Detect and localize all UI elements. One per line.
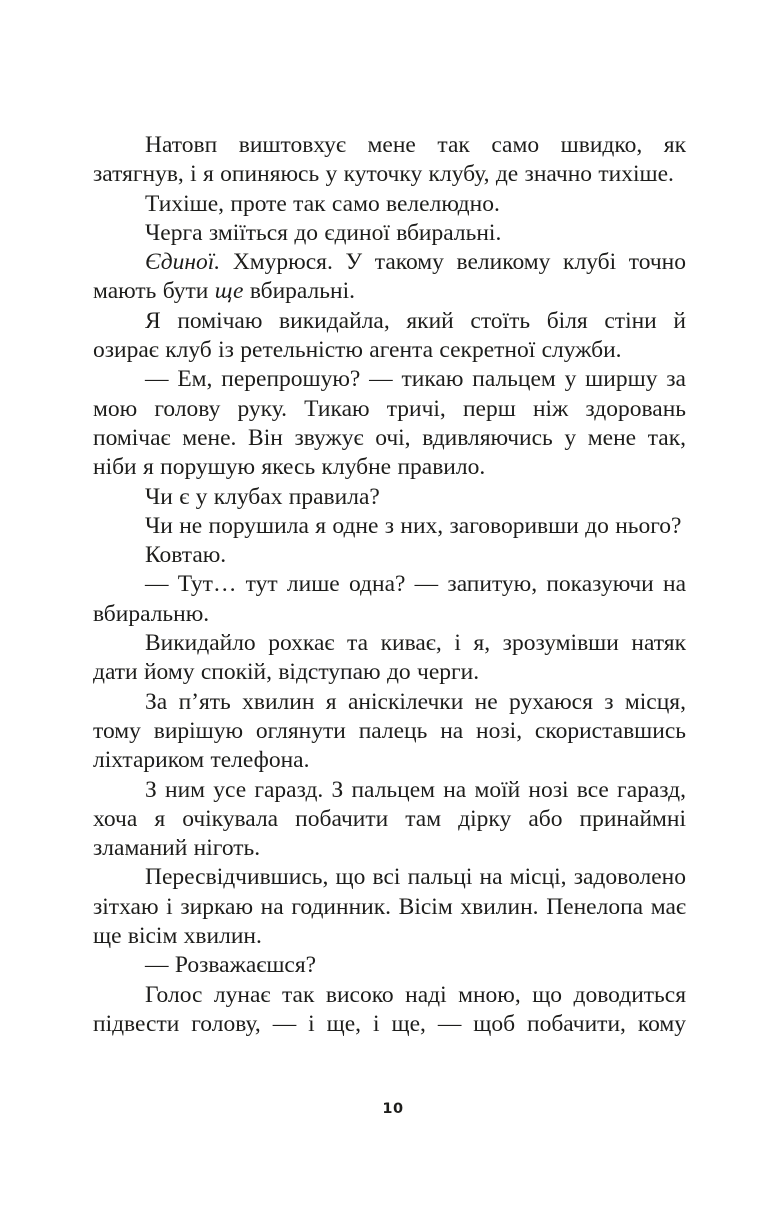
paragraph bbox=[93, 190, 686, 219]
paragraph bbox=[93, 365, 686, 482]
text-run: Я помічаю викидайла, який стоїть біля стіни й озирає клуб із ретельністю агента секретної служби. bbox=[93, 307, 686, 364]
paragraph bbox=[93, 219, 686, 248]
text-run: — Розважаєшся? bbox=[145, 952, 317, 979]
text-run: За п’ять хвилин я аніскілечки не рухаюся з місця, тому вирішую оглянути палець на нозі, скориставшись ліхтариком телефона. bbox=[93, 688, 686, 774]
paragraph bbox=[93, 688, 686, 776]
text-run: — Тут… тут лише одна? — запитую, показуючи на вбиральню. bbox=[93, 571, 686, 627]
paragraph bbox=[93, 629, 686, 688]
italic-text-run: ще bbox=[214, 278, 244, 305]
text-run: Ковтаю. bbox=[145, 542, 227, 569]
paragraph bbox=[93, 863, 686, 951]
text-run: вбиральні. bbox=[243, 278, 355, 305]
text-run: Голос лунає так високо наді мною, що доводиться підвести голову, — і ще, і ще, — щоб побачити, кому bbox=[93, 981, 686, 1037]
paragraph bbox=[93, 776, 686, 864]
text-run: Натовп виштовхує мене так само швидко, як затягнув, і я опиняюсь у куточку клубу, де значно тихіше. bbox=[93, 132, 686, 188]
text-run: Хмурюся. У такому великому клубі точно мають бути bbox=[93, 249, 686, 305]
paragraph bbox=[93, 981, 686, 1040]
text-run: — Ем, перепрошую? — тикаю пальцем у ширшу за мою голову руку. Тикаю тричі, перш ніж здоровань помічає мене. Він звужує очі, вдивляючись у мене так, ніби я порушую якесь клубне правило. bbox=[93, 366, 686, 481]
paragraph bbox=[93, 307, 686, 366]
paragraph bbox=[93, 570, 686, 629]
paragraph bbox=[93, 131, 686, 190]
page-number: 10 bbox=[382, 1101, 404, 1117]
paragraph bbox=[93, 951, 686, 980]
text-run: З ним усе гаразд. З пальцем на моїй нозі все гаразд, хоча я очікувала побачити там дірку або принаймні зламаний ніготь. bbox=[93, 776, 686, 862]
paragraph bbox=[93, 483, 686, 512]
text-run: Чи не порушила я одне з них, заговоривши до нього? bbox=[145, 512, 682, 539]
text-run: Пересвідчившись, що всі пальці на місці, задоволено зітхаю і зиркаю на годинник. Вісім хвилин. Пенелопа має ще вісім хвилин. bbox=[93, 864, 686, 950]
paragraph bbox=[93, 541, 686, 570]
text-run: Викидайло рохкає та киває, і я, зрозумівши натяк дати йому спокій, відступаю до черги. bbox=[93, 630, 686, 686]
text-run: Чи є у клубах правила? bbox=[145, 483, 380, 510]
italic-text-run: Єдиної. bbox=[145, 249, 221, 276]
paragraph bbox=[93, 512, 686, 541]
text-run: Черга зміїться до єдиної вбиральні. bbox=[145, 219, 502, 246]
page-text bbox=[93, 131, 686, 1039]
text-run: Тихіше, проте так само велелюдно. bbox=[145, 190, 500, 217]
paragraph bbox=[93, 248, 686, 307]
